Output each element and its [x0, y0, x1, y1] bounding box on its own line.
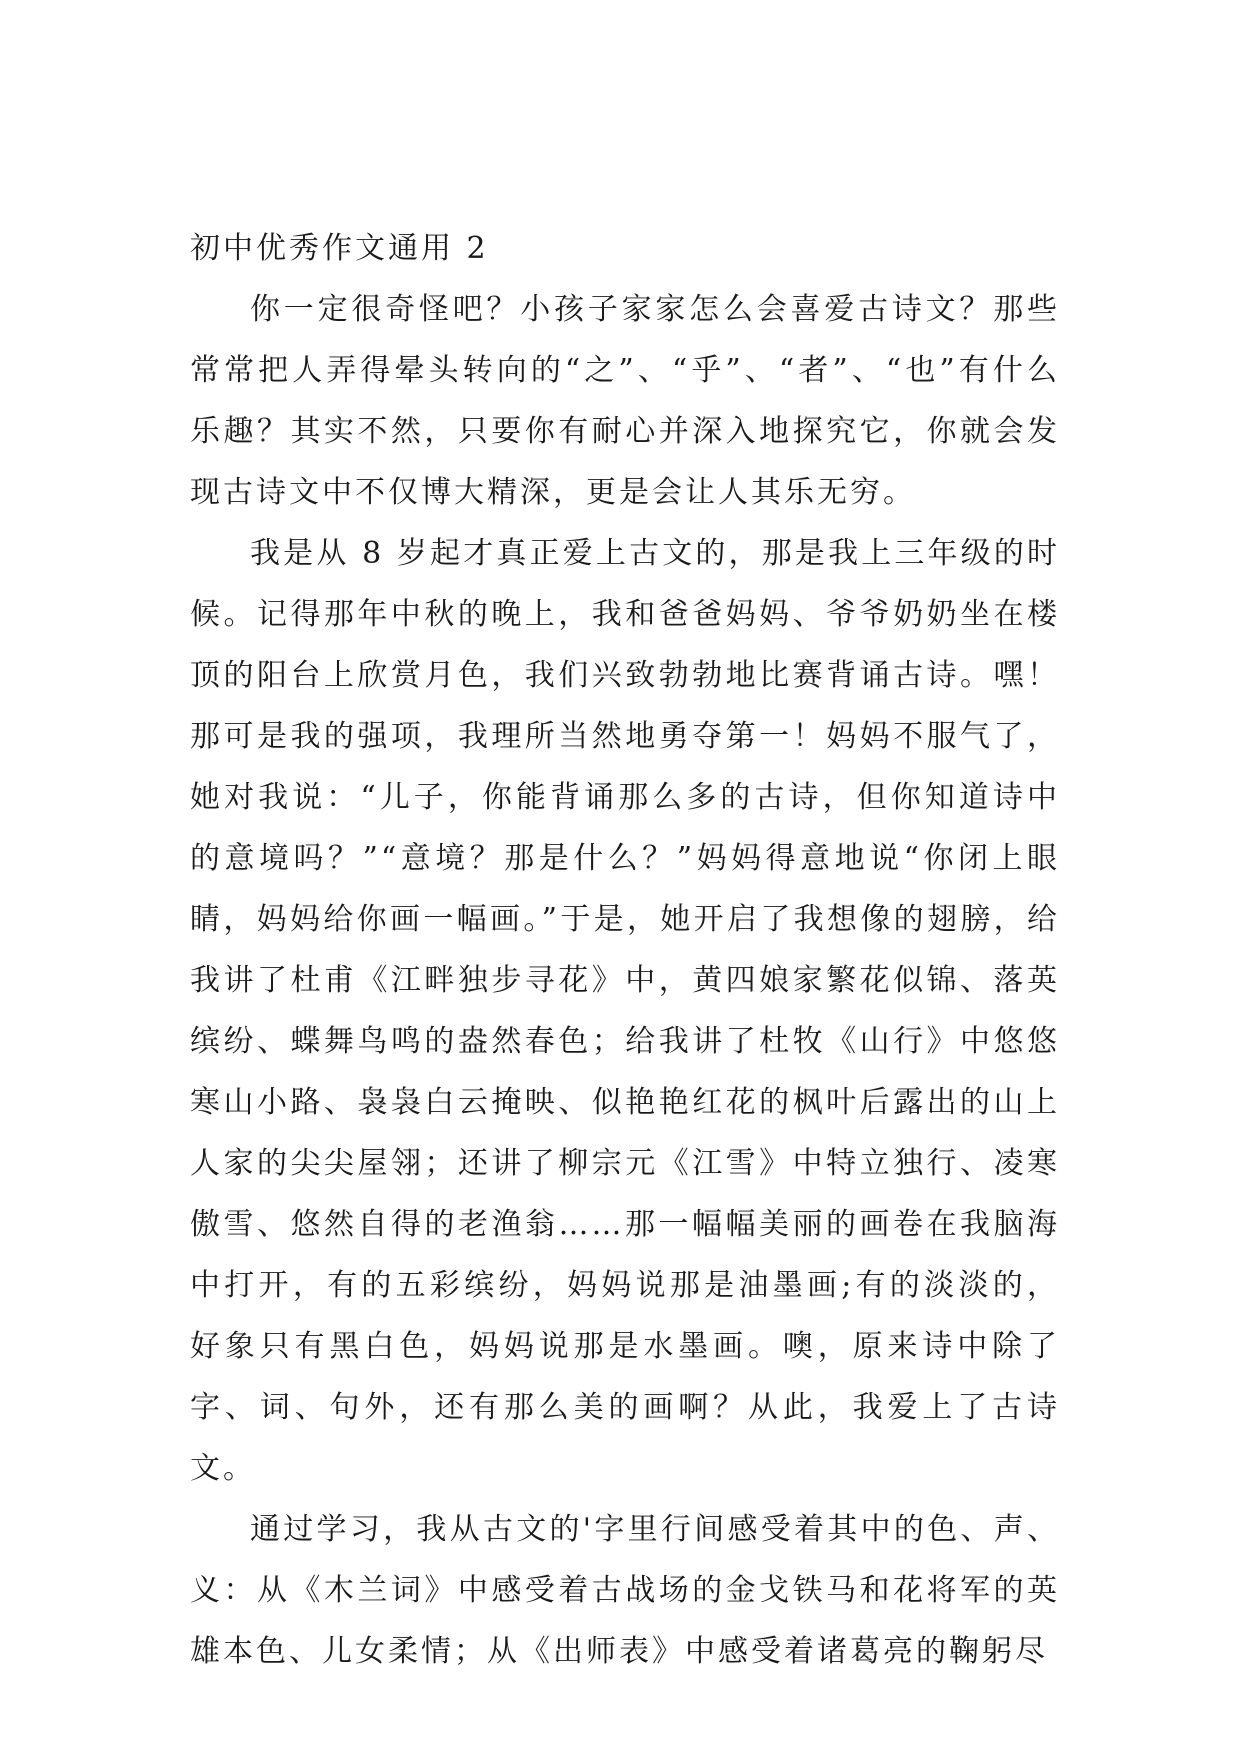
paragraph-3: 通过学习，我从古文的'字里行间感受着其中的色、声、义：从《木兰词》中感受着古战场的金戈铁马和花将军的英雄本色、儿女柔情；从《出师表》中感受着诸葛亮的鞠躬尽 — [190, 1512, 1060, 1669]
document-body — [190, 218, 1060, 1682]
document-title: 初中优秀作文通用 2 — [190, 231, 489, 266]
paragraph-1: 你一定很奇怪吧？小孩子家家怎么会喜爱古诗文？那些常常把人弄得晕头转向的“之”、“乎”、“者”、“也”有什么乐趣？其实不然，只要你有耐心并深入地探究它，你就会发现古诗文中不仅博大精深，更是会让人其乐无穷。 — [190, 292, 1060, 510]
paragraph-2: 我是从 8 岁起才真正爱上古文的，那是我上三年级的时候。记得那年中秋的晚上，我和爸爸妈妈、爷爷奶奶坐在楼顶的阳台上欣赏月色，我们兴致勃勃地比赛背诵古诗。嘿！那可是我的强项，我理所当然地勇夺第一！妈妈不服气了，她对我说：“儿子，你能背诵那么多的古诗，但你知道诗中的意境吗？”“意境？那是什么？”妈妈得意地说“你闭上眼睛，妈妈给你画一幅画。”于是，她开启了我想像的翅膀，给我讲了杜甫《江畔独步寻花》中，黄四娘家繁花似锦、落英缤纷、蝶舞鸟鸣的盎然春色；给我讲了杜牧《山行》中悠悠寒山小路、袅袅白云掩映、似艳艳红花的枫叶后露出的山上人家的尖尖屋翎；还讲了柳宗元《江雪》中特立独行、凌寒傲雪、悠然自得的老渔翁……那一幅幅美丽的画卷在我脑海中打开，有的五彩缤纷，妈妈说那是油墨画;有的淡淡的，好象只有黑白色，妈妈说那是水墨画。噢，原来诗中除了字、词、句外，还有那么美的画啊？从此，我爱上了古诗文。 — [190, 536, 1060, 1486]
